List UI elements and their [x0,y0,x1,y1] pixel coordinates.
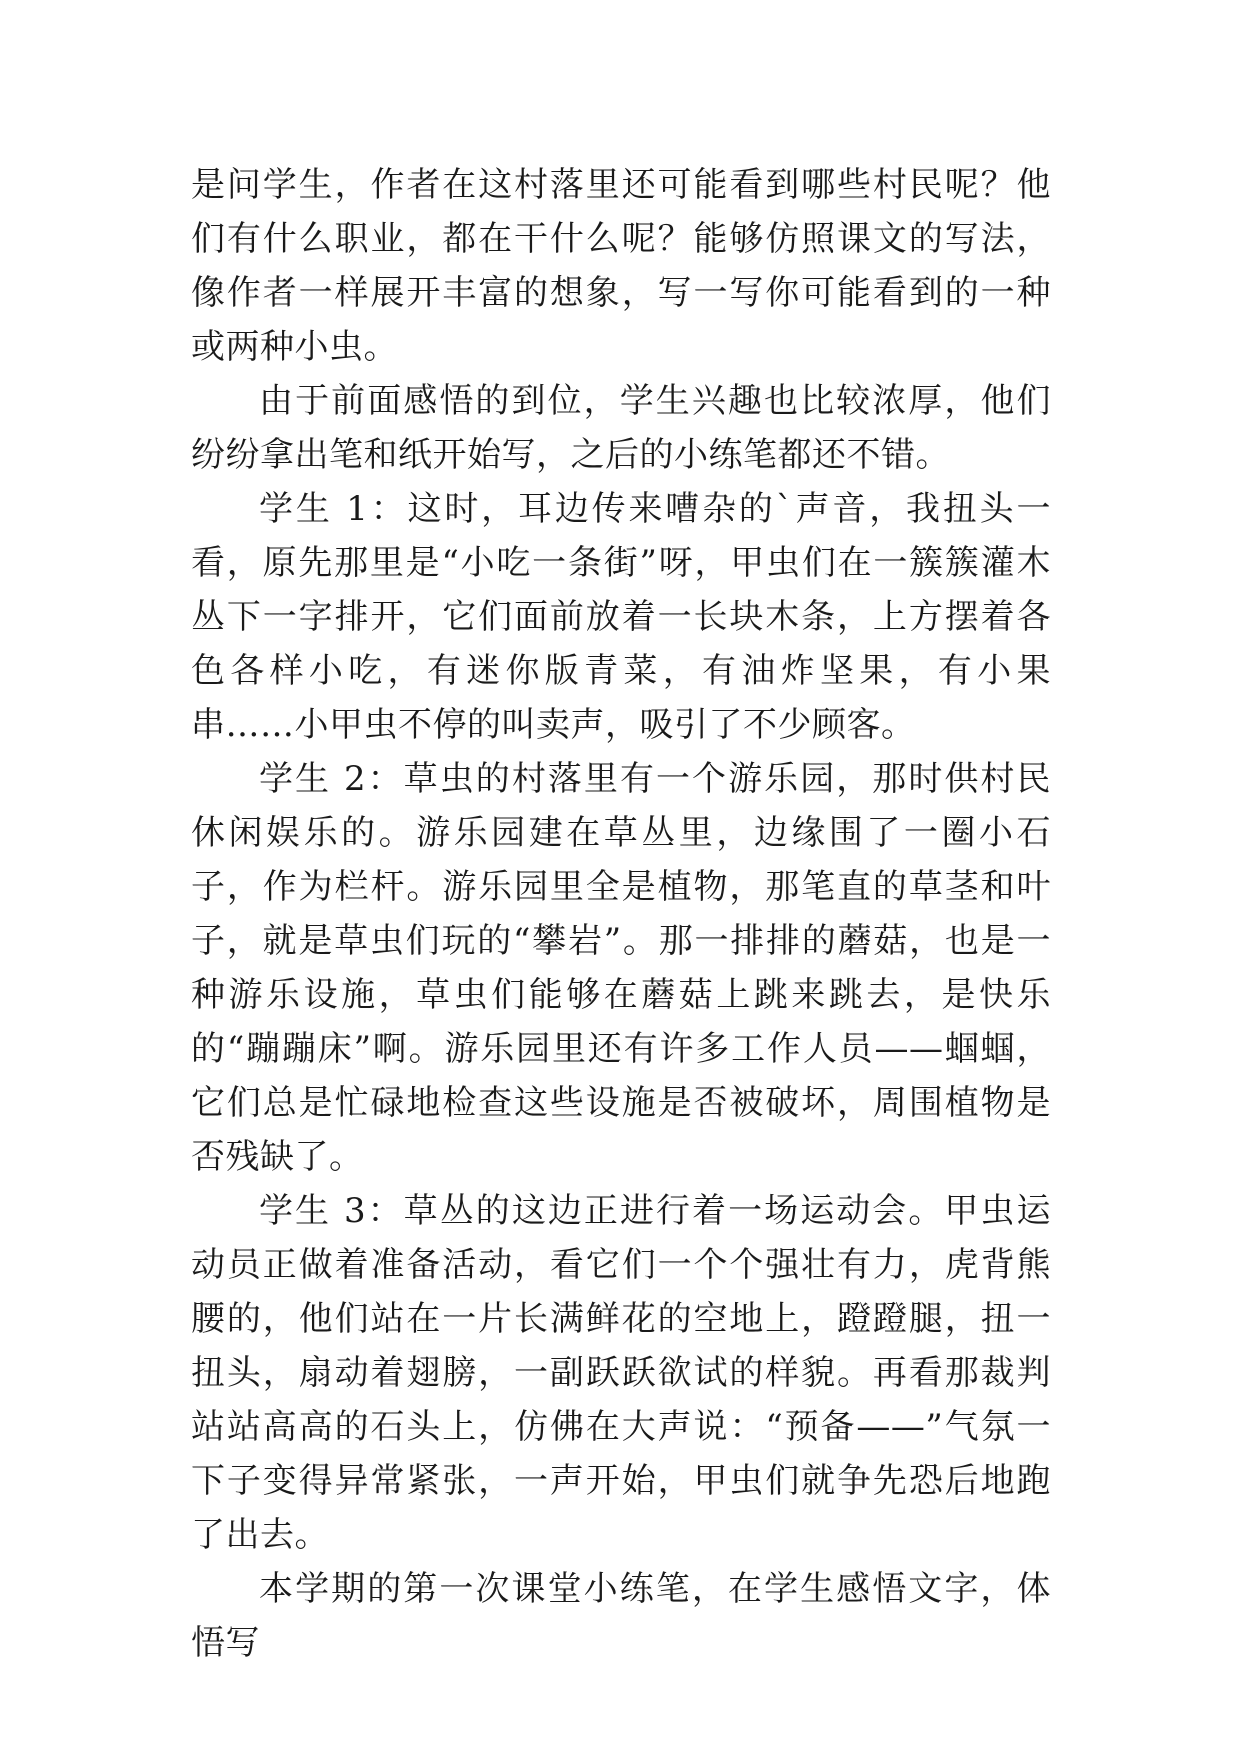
paragraph-student-response-intro: 由于前面感悟的到位，学生兴趣也比较浓厚，他们纷纷拿出笔和纸开始写，之后的小练笔都还不错。 [191,381,1051,475]
paragraph-student-3: 学生 3：草丛的这边正进行着一场运动会。甲虫运动员正做着准备活动，看它们一个个强壮有力，虎背熊腰的，他们站在一片长满鲜花的空地上，蹬蹬腿，扭一扭头，扇动着翅膀，一副跃跃欲试的样貌。再看那裁判站站高高的石头上，仿佛在大声说：“预备——”气氛一下子变得异常紧张，一声开始，甲虫们就争先恐后地跑了出去。 [191,1191,1051,1555]
body-text [191,158,1051,1670]
paragraph-student-1: 学生 1：这时，耳边传来嘈杂的`声音，我扭头一看，原先那里是“小吃一条街”呀，甲虫们在一簇簇灌木丛下一字排开，它们面前放着一长块木条，上方摆着各色各样小吃，有迷你版青菜，有油炸坚果，有小果串……小甲虫不停的叫卖声，吸引了不少顾客。 [191,489,1051,745]
paragraph-semester-summary: 本学期的第一次课堂小练笔，在学生感悟文字，体悟写 [191,1569,1051,1663]
paragraph-student-2: 学生 2：草虫的村落里有一个游乐园，那时供村民休闲娱乐的。游乐园建在草丛里，边缘围了一圈小石子，作为栏杆。游乐园里全是植物，那笔直的草茎和叶子，就是草虫们玩的“攀岩”。那一排排的蘑菇，也是一种游乐设施，草虫们能够在蘑菇上跳来跳去，是快乐的“蹦蹦床”啊。游乐园里还有许多工作人员——蝈蝈，它们总是忙碌地检查这些设施是否被破坏，周围植物是否残缺了。 [191,759,1051,1177]
paragraph-question-prompt: 是问学生，作者在这村落里还可能看到哪些村民呢？他们有什么职业，都在干什么呢？能够仿照课文的写法，像作者一样展开丰富的想象，写一写你可能看到的一种或两种小虫。 [191,165,1051,367]
